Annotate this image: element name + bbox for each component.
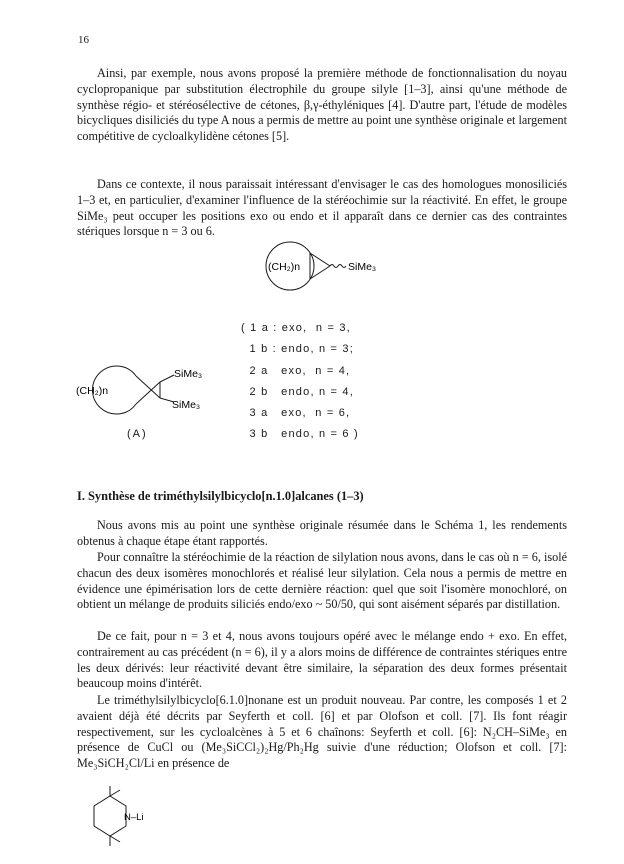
nli-label: N–Li (124, 812, 144, 823)
section-heading: I. Synthèse de triméthylsilylbicyclo[n.1.0]alcanes (1–3) (77, 489, 364, 503)
compound-1b: 1 b : endo, n = 3; (241, 343, 354, 356)
sime3-label-A-1: SiMe₃ (174, 368, 203, 380)
section-paragraph-2: Pour connaître la stéréochimie de la réaction de silylation nous avons, dans le cas où n = 6, isolé chacun des deux isomères monochlorés et réalisé leur silylation. Cela nous a permis de mettre en évidence une épimérisation lors de cette dernière réaction: quel que soit l'isomère monochloré, on obtient un mélange de produits siliciés endo/exo ~ 50/50, qui sont aisément séparés par distillation. (77, 550, 567, 612)
sime3-label-A-2: SiMe₃ (172, 399, 201, 411)
compound-list (241, 318, 359, 446)
section-paragraph-4: Le triméthylsilylbicyclo[6.1.0]nonane est un produit nouveau. Par contre, les composés 1 et 2 avaient déjà été décrits par Seyferth et coll. [6] et par Olofson et coll. [7]. Ils font réagir respectivement, sur les cycloalcènes à 5 et 6 chaînons: Seyferth et coll. [6]: N₂CH–SiMe₃ en présence de CuCl ou (Me₃SiCCl₂)₂Hg/Ph₂Hg suivie d'une réduction; Olofson et coll. [7]: Me₃SiCH₂Cl/Li en présence de (77, 693, 567, 771)
intro-paragraph-2: Dans ce contexte, il nous paraissait intéressant d'envisager le cas des homologues monosiliciés 1–3 et, en particulier, d'examiner l'influence de la stéréochimie sur la réactivité. En effet, le groupe SiMe₃ peut occuper les positions exo ou endo et il apparaît dans ce dernier cas des contraintes stériques lorsque n = 3 ou 6. (77, 177, 567, 239)
compound-2a: 2 a exo, n = 4, (241, 364, 351, 377)
bicyclo-structure-top (256, 240, 416, 300)
section-paragraph-1: Nous avons mis au point une synthèse originale résumée dans le Schéma 1, les rendements obtenus à chaque étape étant rapportés. (77, 518, 567, 548)
intro-paragraph-1: Ainsi, par exemple, nous avons proposé la première méthode de fonctionnalisation du noyau cyclopropanique par substitution électrophile du groupe silyle [1–3], ainsi qu'une méthode de synthèse régio- et stéréosélective de cétones, β,γ-éthyléniques [4]. D'autre part, l'étude de modèles bicycliques disiliciés du type A nous a permis de mettre au point une synthèse originale et largement compétitive de cycloalkylidène cétones [5]. (77, 66, 567, 144)
section-paragraph-3: De ce fait, pour n = 3 et 4, nous avons toujours opéré avec le mélange endo + exo. En effet, contrairement au cas précédent (n = 6), il y a alors moins de différence de contraintes stériques entre les deux dérivés: leur réactivité devant être similaire, la séparation des deux formes présentait beaucoup moins d'intérêt. (77, 629, 567, 691)
structure-A-label: (A) (127, 428, 148, 440)
ring-label-top: (CH₂)n (268, 261, 301, 273)
sime3-label-top: SiMe₃ (348, 261, 377, 273)
lithium-amide-structure (80, 782, 180, 852)
compound-1a: ( 1 a : exo, n = 3, (241, 322, 351, 334)
compound-3b: 3 b endo, n = 6 ) (241, 428, 359, 441)
ring-label-A: (CH₂)n (76, 385, 109, 397)
page-number: 16 (78, 34, 89, 46)
bicyclo-structure-A (76, 358, 236, 422)
compound-3a: 3 a exo, n = 6, (241, 407, 351, 420)
compound-2b: 2 b endo, n = 4, (241, 385, 354, 398)
